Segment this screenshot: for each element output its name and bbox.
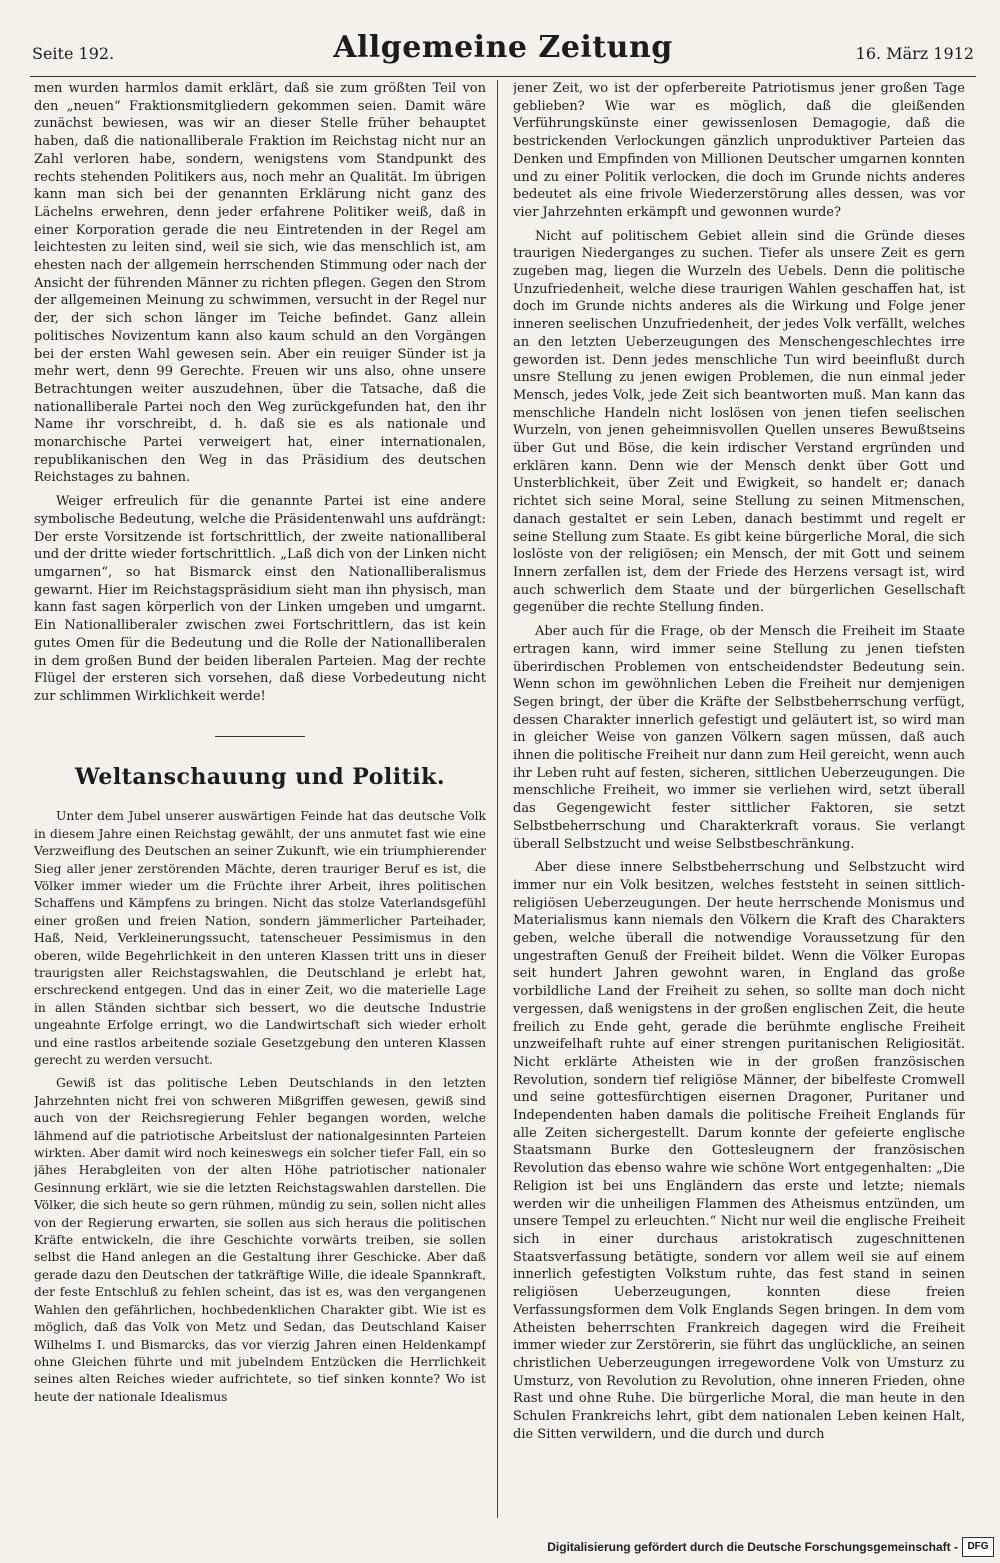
newspaper-page: [30, 28, 976, 1520]
article-paragraph: Aber diese innere Selbstbeherrschung und Selbstzucht wird immer nur ein Volk besitzen, welches feststeht in seinen sittlich-religiösen Ueberzeugungen. Der heute herrschende Monismus und Materialismus kann niemals den Völkern die Kraft des Charakters geben, welche überall die notwendige Voraussetzung für den ungestraften Genuß der Freiheit bildet. Wenn die Völker Europas seit hundert Jahren gewohnt waren, in England das große vorbildliche Land der Freiheit zu sehen, so sollte man doch nicht vergessen, daß wenigstens in der großen englischen Zeit, die heute freilich zu Ende geht, gerade die berühmte englische Freiheit unzweifelhaft ruhte auf einer strengen puritanischen Religiosität. Nicht erklärte Atheisten wie in der großen französischen Revolution, sondern tief religiöse Männer, der bibelfeste Cromwell und seine gottesfürchtigen eisernen Dragoner, Puritaner und Independenten haben damals die politische Freiheit Englands für alle Zeiten sichergestellt. Darum konnte der gefeierte englische Staatsmann Burke den Gottesleugnern der französischen Revolution das ebenso wahre wie schöne Wort entgegenhalten: „Die Religion ist bei uns Engländern das erste und letzte; niemals werden wir die unheiligen Flammen des Atheismus entzünden, um unsere Tempel zu erleuchten.“ Nicht nur weil die englische Freiheit sich in einer durchaus aristokratisch zugeschnittenen Staatsverfassung betätigte, sondern vor allem weil sie auf einem innerlich gefestigten Volkstum ruhte, das fest stand in seinen religiösen Ueberzeugungen, konnten diese freien Verfassungsformen dem Volk Englands Segen bringen. In dem vom Atheisten beherrschten Frankreich dagegen wird die Freiheit immer wieder zur Zerstörerin, sie führt das unglückliche, an seinen christlichen Ueberzeugungen irregewordene Volk von Umsturz zu Umsturz, von Revolution zu Revolution, ohne inneren Frieden, ohne Rast und ohne Ruhe. Die bürgerliche Moral, die man heute in den Schulen Frankreichs lehrt, gibt dem nationalen Leben keinen Halt, die Sitten verwildern, und die durch und durch: [513, 860, 965, 1442]
column-divider: [497, 80, 498, 1518]
article-paragraph: Aber auch für die Frage, ob der Mensch die Freiheit im Staate ertragen kann, wird immer seine Stellung zu jenen tiefsten überirdischen Problemen von entscheidendster Bedeutung sein. Wenn schon im gewöhnlichen Leben die Freiheit nur demjenigen Segen bringt, der über die Kräfte der Selbstbeherrschung verfügt, dessen Charakter innerlich gefestigt und geläutert ist, so wird man in gleicher Weise von ganzen Völkern sagen müssen, daß auch ihnen die politische Freiheit nur dann zum Heil gereicht, wenn auch ihr Leben ruht auf festen, sicheren, sittlichen Ueberzeugungen. Die menschliche Freiheit, wo immer sie verliehen wird, setzt überall das Gegengewicht fester sittlicher Faktoren, sie setzt Selbstbeherrschung und Charakterkraft voraus. Sie verlangt überall Selbstzucht und weise Selbstbeschränkung.: [513, 624, 965, 852]
issue-date: 16. März 1912: [855, 44, 974, 63]
funding-credit: Digitalisierung gefördert durch die Deutsche Forschungsgemeinschaft -: [547, 1540, 958, 1554]
page-number: Seite 192.: [32, 44, 115, 63]
section-title: Weltanschauung und Politik.: [74, 763, 446, 790]
right-column: [513, 80, 965, 1518]
article-paragraph: jener Zeit, wo ist der opferbereite Patriotismus jener großen Tage geblieben? Wie war es möglich, daß die gleißenden Verführungskünste einer gewissenlosen Demagogie, daß die bestrickenden Verlockungen gänzlich unproduktiver Parteien das Denken und Empfinden von Millionen Deutscher umgarnen konnten und zu einer Politik verlocken, die doch im Grunde nichts anderes bedeutet als eine frivole Wiederzerstörung alles dessen, was vor vier Jahrzehnten erkämpft und gewonnen wurde?: [513, 81, 965, 220]
article-paragraph: Nicht auf politischem Gebiet allein sind die Gründe dieses traurigen Niederganges zu suchen. Tiefer als unsere Zeit es gern zugeben mag, liegen die Wurzeln des Uebels. Denn die politische Unzufriedenheit, welche diese traurigen Wahlen geschaffen hat, ist doch im Grunde nichts anderes als die Wirkung und Folge jener inneren seelischen Unzufriedenheit, der jedes Volk verfällt, welches an den letzten Ueberzeugungen des Menschengeschlechtes irre geworden ist. Denn jedes menschliche Tun wird beeinflußt durch unsre Stellung zu jenen ewigen Problemen, die nun einmal jeder Mensch, jedes Volk, jede Zeit sich beantworten muß. Man kann das menschliche Handeln nicht loslösen von jenen tiefen seelischen Wurzeln, von jenen geheimnisvollen Quellen unseres Bewußtseins über Gut und Böse, die kein irdischer Verstand ergründen und erklären kann. Denn wie der Mensch denkt über Gott und Unsterblichkeit, über Zeit und Ewigkeit, so handelt er; danach richtet sich seine Moral, seine Stellung zu seinen Mitmenschen, danach gestaltet er sein Leben, danach bestimmt und regelt er seine Stellung zum Staate. Es gibt keine bürgerliche Moral, die sich loslöste von der religiösen; ein Mensch, der mit Gott und seinem Innern zerfallen ist, dem der Friede des Herzens versagt ist, wird auch schwerlich dem Staate und der bürgerlichen Gesellschaft gegenüber die rechte Stellung finden.: [513, 228, 965, 616]
page-header: [30, 28, 976, 74]
article-separator: [215, 736, 305, 737]
article-paragraph: Gewiß ist das politische Leben Deutschlands in den letzten Jahrzehnten nicht frei von schweren Mißgriffen gewesen, gewiß sind auch von der Reichsregierung Fehler begangen worden, welche lähmend auf die patriotische Arbeitslust der nationalgesinnten Parteien wirkten. Aber damit wird noch keineswegs ein solcher tiefer Fall, ein so jähes Herabgleiten von der alten Höhe patriotischer nationaler Gesinnung erklärt, wie sie die letzten Reichstagswahlen darstellen. Die Völker, die sich heute so gern rühmen, mündig zu sein, sollen nicht alles von der Regierung erwarten, sie sollen aus sich heraus die politischen Kräfte entwickeln, die ihre Geschichte vorwärts treiben, sie sollen selbst die Hand anlegen an die Gestaltung ihrer Geschicke. Aber daß gerade dazu den Deutschen der tatkräftige Wille, die ideale Spannkraft, der feste Entschluß zu fehlen scheint, das ist es, was den vergangenen Wahlen den gefährlichen, hochbedenklichen Charakter gibt. Wie ist es möglich, daß das Volk von Metz und Sedan, das Deutschland Kaiser Wilhelms I. und Bismarcks, das vor vierzig Jahren einen Heldenkampf ohne Gleichen führte und mit jubelndem Entzücken die Herrlichkeit seines alten Reiches wieder aufrichtete, so tief sinken konnte? Wo ist heute der nationale Idealismus: [34, 1076, 486, 1404]
left-column: [34, 80, 486, 1518]
header-rule: [30, 76, 976, 77]
article-paragraph: Weiger erfreulich für die genannte Partei ist eine andere symbolische Bedeutung, welche die Präsidentenwahl uns aufdrängt: Der erste Vorsitzende ist fortschrittlich, der zweite nationalliberal und der dritte wieder fortschrittlich. „Laß dich von der Linken nicht umgarnen“, so hat Bismarck einst den Nationalliberalismus gewarnt. Hier im Reichstagspräsidium sieht man ihn physisch, man kann fast sagen körperlich von der Linken umgeben und umgarnt. Ein Nationalliberaler zwischen zwei Fortschrittlern, das ist kein gutes Omen für die Bedeutung und die Rolle der Nationalliberalen in dem großen Bund der beiden liberalen Parteien. Mag der rechte Flügel der ersteren sich vorsehen, daß diese Vorbedeutung nicht zur schlimmen Wirklichkeit werde!: [34, 494, 486, 704]
newspaper-title: Allgemeine Zeitung: [333, 30, 673, 65]
dfg-logo: DFG: [962, 1537, 994, 1557]
article-paragraph: Unter dem Jubel unserer auswärtigen Feinde hat das deutsche Volk in diesem Jahre einen Reichstag gewählt, der uns anmutet fast wie eine Verzweiflung des Deutschen an seiner Zukunft, wie ein triumphierender Sieg aller jener zerstörenden Mächte, deren trauriger Beruf es ist, die Völker immer wieder um die Früchte ihrer Arbeit, ihres politischen Schaffens und Kämpfens zu bringen. Nicht das stolze Vaterlandsgefühl einer großen und freien Nation, sondern jämmerlicher Parteihader, Haß, Neid, Verkleinerungssucht, tatenscheuer Pessimismus in den oberen, wilde Begehrlichkeit in den unteren Klassen tritt uns in dieser traurigsten aller Reichstagswahlen, die Deutschland je erlebt hat, erschreckend entgegen. Und das in einer Zeit, wo die materielle Lage in allen Ständen sichtbar sich bessert, wo die deutsche Industrie ungeahnte Erfolge erringt, wo die Landwirtschaft sich wieder erholt und eine rastlos arbeitende soziale Gesetzgebung den unteren Klassen gerecht zu werden versucht.: [34, 809, 486, 1067]
article-paragraph: men wurden harmlos damit erklärt, daß sie zum größten Teil von den „neuen“ Fraktionsmitgliedern gekommen seien. Damit wäre zunächst bewiesen, was wir an dieser Stelle früher behauptet haben, daß die nationalliberale Fraktion im Reichstag nicht nur an Zahl verloren habe, sondern, wenigstens vom Standpunkt des rechts stehenden Politikers aus, noch mehr an Qualität. Im übrigen kann man sich bei der genannten Erklärung nicht ganz des Lächelns erwehren, denn jeder erfahrene Politiker weiß, daß in einer Korporation gerade die neu Eintretenden in der Regel am leichtesten zu leiten sind, weil sie sich, wie das menschlich ist, am ehesten nach der allgemein herrschenden Stimmung oder nach der Ansicht der führenden Männer zu richten pflegen. Gegen den Strom der allgemeinen Meinung zu schwimmen, versucht in der Regel nur der, der sich schon länger im Teiche befindet. Ganz allein politisches Novizentum kann also kaum schuld an den Vorgängen bei der ersten Wahl gewesen sein. Aber ein reuiger Sünder ist ja mehr wert, denn 99 Gerechte. Freuen wir uns also, ohne unsere Betrachtungen weiter auszudehnen, über die Tatsache, daß die nationalliberale Partei noch den Weg zurückgefunden hat, den ihr Name ihr vorschreibt, d. h. daß sie es als nationale und monarchische Partei verweigert hat, einer internationalen, republikanischen den Weg in das Präsidium des deutschen Reichstages zu bahnen.: [34, 81, 486, 486]
digitization-footer: [0, 1526, 1000, 1563]
